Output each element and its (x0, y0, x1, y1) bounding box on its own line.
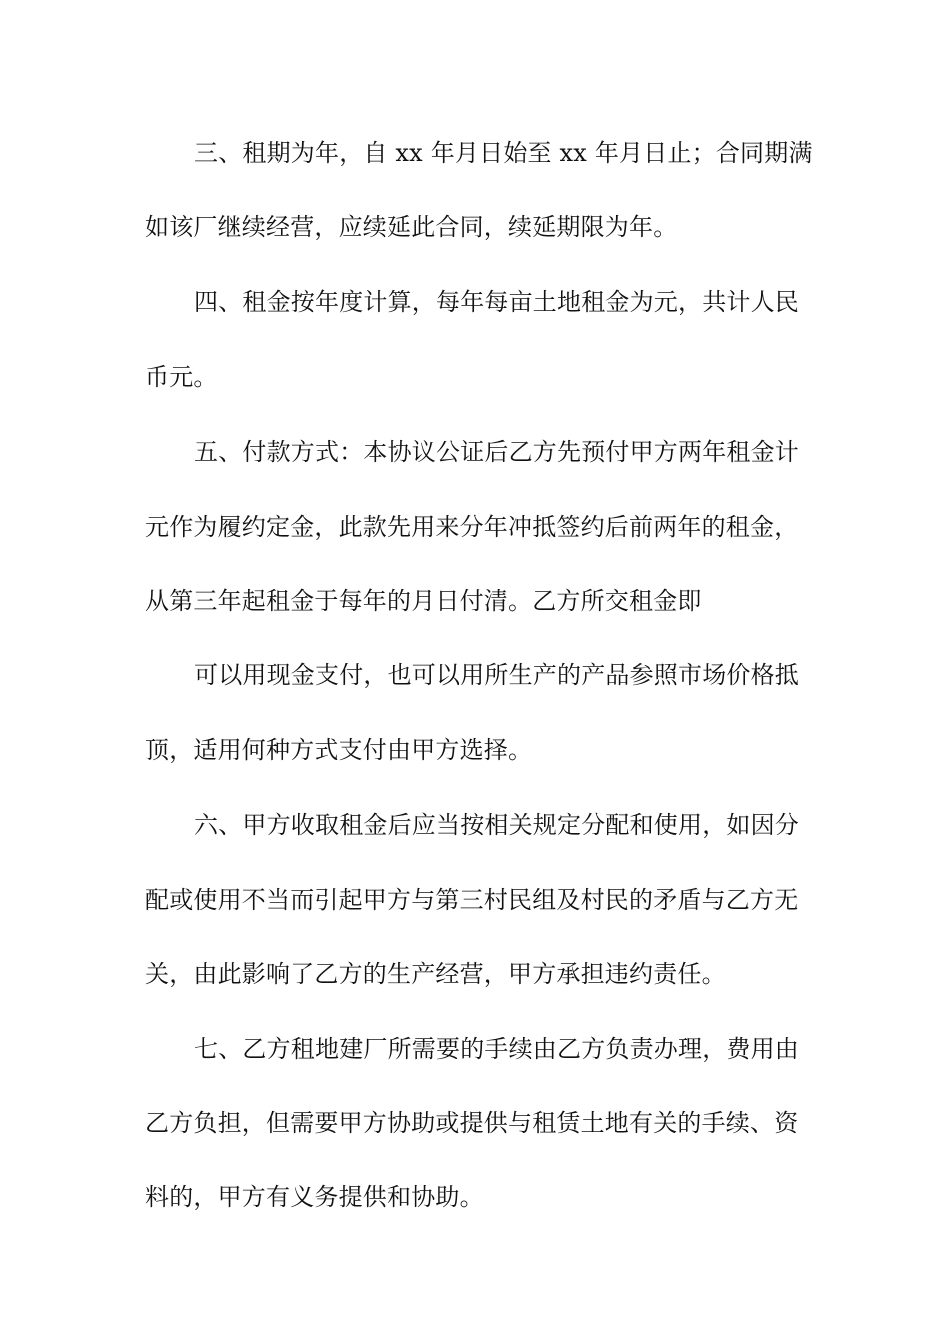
clause-5-line-1: 五、付款方式：本协议公证后乙方先预付甲方两年租金计 (194, 438, 799, 466)
clause-5-line-3: 从第三年起租金于每年的月日付清。乙方所交租金即 (145, 587, 702, 615)
clause-3-line-1: 三、租期为年，自 xx 年月日始至 xx 年月日止；合同期满 (194, 139, 813, 167)
clause-7-line-1: 七、乙方租地建厂所需要的手续由乙方负责办理，费用由 (194, 1035, 799, 1063)
clause-7-line-3: 料的，甲方有义务提供和协助。 (145, 1183, 484, 1211)
payment-paragraph-line-2: 顶，适用何种方式支付由甲方选择。 (145, 736, 533, 764)
clause-6-line-3: 关，由此影响了乙方的生产经营，甲方承担违约责任。 (145, 960, 726, 988)
clause-4-line-1: 四、租金按年度计算，每年每亩土地租金为元，共计人民 (194, 288, 799, 316)
payment-paragraph-line-1: 可以用现金支付，也可以用所生产的产品参照市场价格抵 (194, 661, 799, 689)
clause-6-line-2: 配或使用不当而引起甲方与第三村民组及村民的矛盾与乙方无 (145, 886, 799, 914)
clause-7-line-2: 乙方负担，但需要甲方协助或提供与租赁土地有关的手续、资 (145, 1109, 799, 1137)
clause-6-line-1: 六、甲方收取租金后应当按相关规定分配和使用，如因分 (194, 811, 799, 839)
clause-3-line-2: 如该厂继续经营，应续延此合同，续延期限为年。 (145, 213, 678, 241)
clause-4-line-2: 币元。 (145, 363, 218, 391)
clause-5-line-2: 元作为履约定金，此款先用来分年冲抵签约后前两年的租金， (145, 513, 799, 541)
